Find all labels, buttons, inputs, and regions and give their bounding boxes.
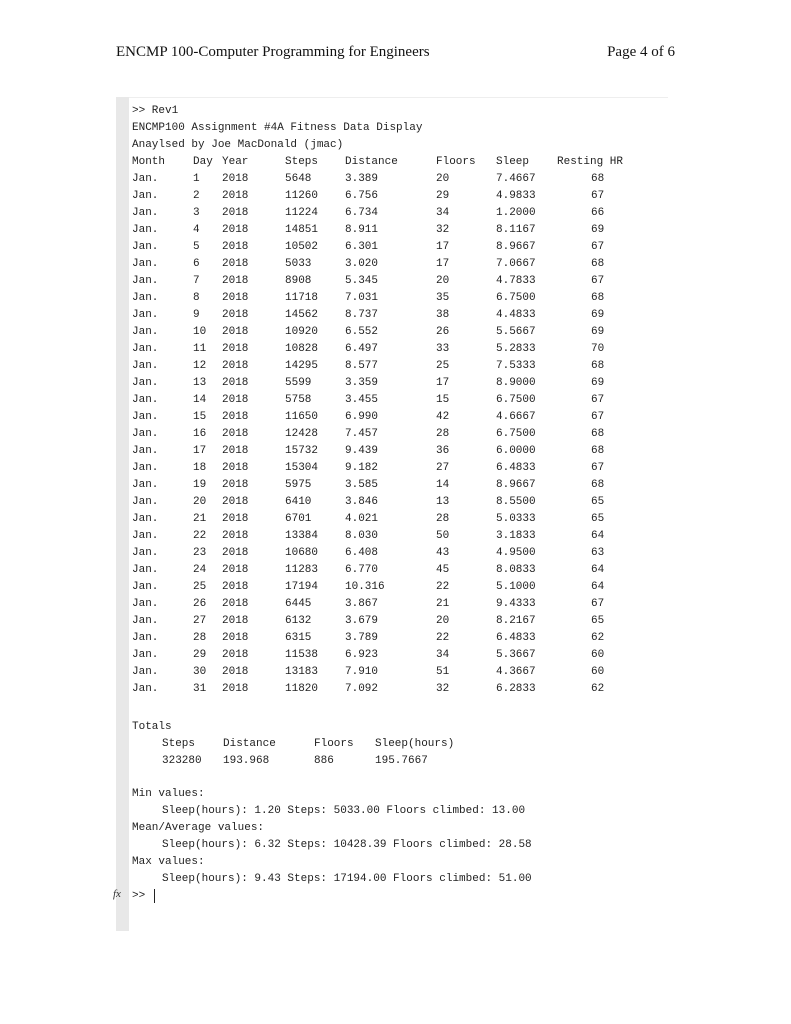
cell-month: Jan. (132, 615, 159, 627)
cell-steps: 10680 (285, 547, 319, 559)
cell-resting-hr: 70 (591, 343, 605, 355)
cell-floors: 17 (436, 241, 450, 253)
cell-year: 2018 (222, 411, 249, 423)
cell-resting-hr: 64 (591, 581, 605, 593)
cell-steps: 5599 (285, 377, 312, 389)
cell-year: 2018 (222, 445, 249, 457)
cell-month: Jan. (132, 496, 159, 508)
cell-steps: 10828 (285, 343, 319, 355)
cell-month: Jan. (132, 241, 159, 253)
cell-resting-hr: 65 (591, 496, 605, 508)
cell-year: 2018 (222, 377, 249, 389)
cell-resting-hr: 62 (591, 683, 605, 695)
totals-value-steps: 323280 (162, 755, 202, 767)
cell-sleep: 8.5500 (496, 496, 536, 508)
cell-floors: 38 (436, 309, 450, 321)
divider (129, 97, 668, 98)
cell-year: 2018 (222, 428, 249, 440)
cell-steps: 10920 (285, 326, 319, 338)
cell-month: Jan. (132, 190, 159, 202)
cell-floors: 36 (436, 445, 450, 457)
prompt[interactable]: >> (132, 890, 146, 902)
cell-resting-hr: 69 (591, 224, 605, 236)
cell-month: Jan. (132, 462, 159, 474)
col-steps: Steps (285, 156, 319, 168)
cell-floors: 14 (436, 479, 450, 491)
cell-floors: 28 (436, 428, 450, 440)
cell-floors: 43 (436, 547, 450, 559)
cell-month: Jan. (132, 598, 159, 610)
cell-sleep: 3.1833 (496, 530, 536, 542)
cell-sleep: 8.0833 (496, 564, 536, 576)
cell-year: 2018 (222, 326, 249, 338)
cell-floors: 32 (436, 224, 450, 236)
cell-sleep: 6.7500 (496, 292, 536, 304)
cell-resting-hr: 64 (591, 530, 605, 542)
cell-sleep: 8.1167 (496, 224, 536, 236)
cell-resting-hr: 69 (591, 377, 605, 389)
cell-distance: 9.182 (345, 462, 379, 474)
col-distance: Distance (345, 156, 398, 168)
totals-header-floors: Floors (314, 738, 354, 750)
cell-floors: 21 (436, 598, 450, 610)
cell-sleep: 6.4833 (496, 462, 536, 474)
totals-label: Totals (132, 721, 172, 733)
cell-sleep: 4.4833 (496, 309, 536, 321)
command-window-gutter (116, 97, 129, 931)
cell-day: 10 (193, 326, 207, 338)
cell-resting-hr: 63 (591, 547, 605, 559)
cell-steps: 17194 (285, 581, 319, 593)
cell-resting-hr: 68 (591, 173, 605, 185)
cell-month: Jan. (132, 360, 159, 372)
cell-year: 2018 (222, 258, 249, 270)
cell-resting-hr: 67 (591, 462, 605, 474)
cell-sleep: 7.4667 (496, 173, 536, 185)
cell-day: 14 (193, 394, 207, 406)
cell-day: 3 (193, 207, 200, 219)
cell-sleep: 9.4333 (496, 598, 536, 610)
cell-month: Jan. (132, 547, 159, 559)
cell-month: Jan. (132, 632, 159, 644)
cell-steps: 10502 (285, 241, 319, 253)
col-resting-hr: Resting HR (557, 156, 624, 168)
max-label: Max values: (132, 856, 205, 868)
cell-steps: 12428 (285, 428, 319, 440)
cell-sleep: 4.6667 (496, 411, 536, 423)
cell-month: Jan. (132, 275, 159, 287)
cell-distance: 7.092 (345, 683, 379, 695)
cell-steps: 11650 (285, 411, 319, 423)
cell-year: 2018 (222, 343, 249, 355)
cell-resting-hr: 66 (591, 207, 605, 219)
cell-day: 7 (193, 275, 200, 287)
cell-year: 2018 (222, 275, 249, 287)
cell-year: 2018 (222, 547, 249, 559)
cell-sleep: 4.9500 (496, 547, 536, 559)
cell-year: 2018 (222, 173, 249, 185)
cell-month: Jan. (132, 411, 159, 423)
cell-day: 6 (193, 258, 200, 270)
text-cursor (154, 889, 155, 903)
cell-day: 5 (193, 241, 200, 253)
cell-resting-hr: 67 (591, 275, 605, 287)
course-title: ENCMP 100-Computer Programming for Engineers (116, 44, 430, 60)
cell-distance: 7.457 (345, 428, 379, 440)
cell-floors: 20 (436, 615, 450, 627)
function-browser-icon[interactable]: fx (113, 888, 121, 900)
cell-floors: 28 (436, 513, 450, 525)
cell-month: Jan. (132, 445, 159, 457)
cell-resting-hr: 68 (591, 479, 605, 491)
cell-resting-hr: 68 (591, 445, 605, 457)
cell-floors: 29 (436, 190, 450, 202)
cell-floors: 34 (436, 207, 450, 219)
cell-month: Jan. (132, 649, 159, 661)
cell-floors: 13 (436, 496, 450, 508)
cell-floors: 26 (436, 326, 450, 338)
cell-day: 12 (193, 360, 207, 372)
cell-distance: 6.990 (345, 411, 379, 423)
cell-year: 2018 (222, 309, 249, 321)
cell-day: 4 (193, 224, 200, 236)
col-year: Year (222, 156, 249, 168)
cell-day: 27 (193, 615, 207, 627)
cell-resting-hr: 65 (591, 615, 605, 627)
command-window[interactable] (116, 97, 668, 931)
col-sleep: Sleep (496, 156, 530, 168)
min-detail: Sleep(hours): 1.20 Steps: 5033.00 Floors climbed: 13.00 (162, 805, 526, 817)
cell-distance: 8.030 (345, 530, 379, 542)
cell-year: 2018 (222, 496, 249, 508)
cell-floors: 35 (436, 292, 450, 304)
cell-sleep: 8.2167 (496, 615, 536, 627)
cell-resting-hr: 69 (591, 309, 605, 321)
cell-year: 2018 (222, 564, 249, 576)
cell-year: 2018 (222, 394, 249, 406)
cell-year: 2018 (222, 632, 249, 644)
col-floors: Floors (436, 156, 476, 168)
cell-floors: 17 (436, 258, 450, 270)
command-line: >> Rev1 (132, 105, 179, 117)
cell-sleep: 5.5667 (496, 326, 536, 338)
cell-floors: 50 (436, 530, 450, 542)
cell-resting-hr: 64 (591, 564, 605, 576)
cell-resting-hr: 69 (591, 326, 605, 338)
cell-resting-hr: 68 (591, 428, 605, 440)
cell-month: Jan. (132, 530, 159, 542)
cell-floors: 17 (436, 377, 450, 389)
cell-resting-hr: 65 (591, 513, 605, 525)
cell-distance: 6.923 (345, 649, 379, 661)
page-number: Page 4 of 6 (607, 44, 675, 60)
col-day: Day (193, 156, 213, 168)
cell-steps: 6132 (285, 615, 312, 627)
cell-floors: 51 (436, 666, 450, 678)
cell-steps: 5033 (285, 258, 312, 270)
cell-floors: 32 (436, 683, 450, 695)
cell-resting-hr: 68 (591, 292, 605, 304)
cell-distance: 6.734 (345, 207, 379, 219)
cell-sleep: 5.2833 (496, 343, 536, 355)
cell-floors: 22 (436, 581, 450, 593)
cell-month: Jan. (132, 207, 159, 219)
cell-day: 23 (193, 547, 207, 559)
cell-day: 20 (193, 496, 207, 508)
cell-distance: 6.552 (345, 326, 379, 338)
cell-year: 2018 (222, 530, 249, 542)
totals-header-sleep: Sleep(hours) (375, 738, 455, 750)
cell-distance: 8.911 (345, 224, 379, 236)
cell-distance: 6.497 (345, 343, 379, 355)
mean-label: Mean/Average values: (132, 822, 265, 834)
cell-year: 2018 (222, 666, 249, 678)
cell-sleep: 6.7500 (496, 394, 536, 406)
cell-day: 9 (193, 309, 200, 321)
cell-sleep: 7.5333 (496, 360, 536, 372)
cell-steps: 11260 (285, 190, 319, 202)
min-label: Min values: (132, 788, 205, 800)
cell-floors: 45 (436, 564, 450, 576)
cell-floors: 33 (436, 343, 450, 355)
cell-sleep: 4.3667 (496, 666, 536, 678)
cell-steps: 5975 (285, 479, 312, 491)
cell-day: 30 (193, 666, 207, 678)
cell-distance: 4.021 (345, 513, 379, 525)
cell-year: 2018 (222, 190, 249, 202)
cell-steps: 11283 (285, 564, 319, 576)
cell-day: 17 (193, 445, 207, 457)
cell-sleep: 7.0667 (496, 258, 536, 270)
cell-sleep: 6.4833 (496, 632, 536, 644)
cell-distance: 3.867 (345, 598, 379, 610)
cell-steps: 6410 (285, 496, 312, 508)
cell-sleep: 6.2833 (496, 683, 536, 695)
cell-sleep: 8.9000 (496, 377, 536, 389)
cell-month: Jan. (132, 394, 159, 406)
cell-steps: 6445 (285, 598, 312, 610)
col-month: Month (132, 156, 166, 168)
output-title: ENCMP100 Assignment #4A Fitness Data Display (132, 122, 423, 134)
cell-distance: 5.345 (345, 275, 379, 287)
cell-floors: 42 (436, 411, 450, 423)
cell-distance: 6.756 (345, 190, 379, 202)
cell-steps: 15304 (285, 462, 319, 474)
cell-month: Jan. (132, 224, 159, 236)
cell-month: Jan. (132, 513, 159, 525)
cell-month: Jan. (132, 343, 159, 355)
cell-day: 25 (193, 581, 207, 593)
cell-steps: 11718 (285, 292, 319, 304)
cell-resting-hr: 67 (591, 394, 605, 406)
cell-floors: 25 (436, 360, 450, 372)
cell-resting-hr: 67 (591, 190, 605, 202)
max-detail: Sleep(hours): 9.43 Steps: 17194.00 Floors climbed: 51.00 (162, 873, 532, 885)
cell-steps: 11224 (285, 207, 319, 219)
totals-value-sleep: 195.7667 (375, 755, 428, 767)
cell-month: Jan. (132, 309, 159, 321)
cell-year: 2018 (222, 241, 249, 253)
cell-day: 11 (193, 343, 207, 355)
cell-month: Jan. (132, 326, 159, 338)
cell-distance: 3.389 (345, 173, 379, 185)
cell-steps: 13183 (285, 666, 319, 678)
cell-year: 2018 (222, 479, 249, 491)
cell-day: 18 (193, 462, 207, 474)
cell-month: Jan. (132, 479, 159, 491)
cell-month: Jan. (132, 292, 159, 304)
cell-month: Jan. (132, 666, 159, 678)
cell-distance: 7.910 (345, 666, 379, 678)
cell-floors: 15 (436, 394, 450, 406)
cell-day: 2 (193, 190, 200, 202)
cell-resting-hr: 62 (591, 632, 605, 644)
cell-floors: 22 (436, 632, 450, 644)
cell-year: 2018 (222, 649, 249, 661)
totals-header-steps: Steps (162, 738, 196, 750)
cell-distance: 9.439 (345, 445, 379, 457)
cell-sleep: 6.7500 (496, 428, 536, 440)
cell-day: 1 (193, 173, 200, 185)
cell-day: 28 (193, 632, 207, 644)
cell-sleep: 5.0333 (496, 513, 536, 525)
cell-month: Jan. (132, 581, 159, 593)
cell-sleep: 4.9833 (496, 190, 536, 202)
cell-day: 15 (193, 411, 207, 423)
cell-distance: 6.770 (345, 564, 379, 576)
totals-value-distance: 193.968 (223, 755, 270, 767)
cell-day: 21 (193, 513, 207, 525)
cell-year: 2018 (222, 513, 249, 525)
cell-sleep: 6.0000 (496, 445, 536, 457)
cell-floors: 27 (436, 462, 450, 474)
cell-steps: 13384 (285, 530, 319, 542)
page-header (116, 44, 675, 61)
cell-steps: 11820 (285, 683, 319, 695)
cell-distance: 6.301 (345, 241, 379, 253)
cell-steps: 8908 (285, 275, 312, 287)
cell-steps: 14562 (285, 309, 319, 321)
cell-day: 29 (193, 649, 207, 661)
cell-year: 2018 (222, 683, 249, 695)
cell-distance: 10.316 (345, 581, 385, 593)
cell-distance: 7.031 (345, 292, 379, 304)
output-author: Anaylsed by Joe MacDonald (jmac) (132, 139, 344, 151)
cell-sleep: 8.9667 (496, 479, 536, 491)
cell-sleep: 8.9667 (496, 241, 536, 253)
cell-day: 22 (193, 530, 207, 542)
cell-steps: 5648 (285, 173, 312, 185)
cell-month: Jan. (132, 377, 159, 389)
cell-sleep: 5.1000 (496, 581, 536, 593)
cell-resting-hr: 67 (591, 241, 605, 253)
cell-month: Jan. (132, 173, 159, 185)
cell-distance: 3.789 (345, 632, 379, 644)
cell-distance: 3.455 (345, 394, 379, 406)
cell-day: 31 (193, 683, 207, 695)
totals-header-distance: Distance (223, 738, 276, 750)
cell-year: 2018 (222, 207, 249, 219)
cell-distance: 3.020 (345, 258, 379, 270)
cell-sleep: 1.2000 (496, 207, 536, 219)
cell-resting-hr: 67 (591, 411, 605, 423)
cell-year: 2018 (222, 360, 249, 372)
cell-day: 13 (193, 377, 207, 389)
cell-distance: 3.846 (345, 496, 379, 508)
cell-distance: 3.585 (345, 479, 379, 491)
cell-resting-hr: 68 (591, 258, 605, 270)
cell-steps: 15732 (285, 445, 319, 457)
cell-floors: 20 (436, 173, 450, 185)
cell-day: 26 (193, 598, 207, 610)
cell-distance: 6.408 (345, 547, 379, 559)
cell-steps: 6315 (285, 632, 312, 644)
mean-detail: Sleep(hours): 6.32 Steps: 10428.39 Floors climbed: 28.58 (162, 839, 532, 851)
cell-distance: 3.679 (345, 615, 379, 627)
cell-floors: 34 (436, 649, 450, 661)
cell-resting-hr: 68 (591, 360, 605, 372)
cell-sleep: 5.3667 (496, 649, 536, 661)
cell-steps: 5758 (285, 394, 312, 406)
cell-resting-hr: 60 (591, 666, 605, 678)
cell-day: 19 (193, 479, 207, 491)
cell-month: Jan. (132, 428, 159, 440)
cell-resting-hr: 60 (591, 649, 605, 661)
cell-year: 2018 (222, 598, 249, 610)
cell-sleep: 4.7833 (496, 275, 536, 287)
cell-month: Jan. (132, 683, 159, 695)
cell-day: 8 (193, 292, 200, 304)
cell-steps: 6701 (285, 513, 312, 525)
cell-year: 2018 (222, 462, 249, 474)
cell-steps: 11538 (285, 649, 319, 661)
totals-value-floors: 886 (314, 755, 334, 767)
cell-steps: 14851 (285, 224, 319, 236)
cell-distance: 8.737 (345, 309, 379, 321)
cell-year: 2018 (222, 292, 249, 304)
cell-year: 2018 (222, 224, 249, 236)
cell-floors: 20 (436, 275, 450, 287)
cell-month: Jan. (132, 258, 159, 270)
cell-steps: 14295 (285, 360, 319, 372)
cell-year: 2018 (222, 615, 249, 627)
cell-day: 16 (193, 428, 207, 440)
cell-distance: 3.359 (345, 377, 379, 389)
cell-distance: 8.577 (345, 360, 379, 372)
cell-month: Jan. (132, 564, 159, 576)
cell-resting-hr: 67 (591, 598, 605, 610)
cell-day: 24 (193, 564, 207, 576)
cell-year: 2018 (222, 581, 249, 593)
